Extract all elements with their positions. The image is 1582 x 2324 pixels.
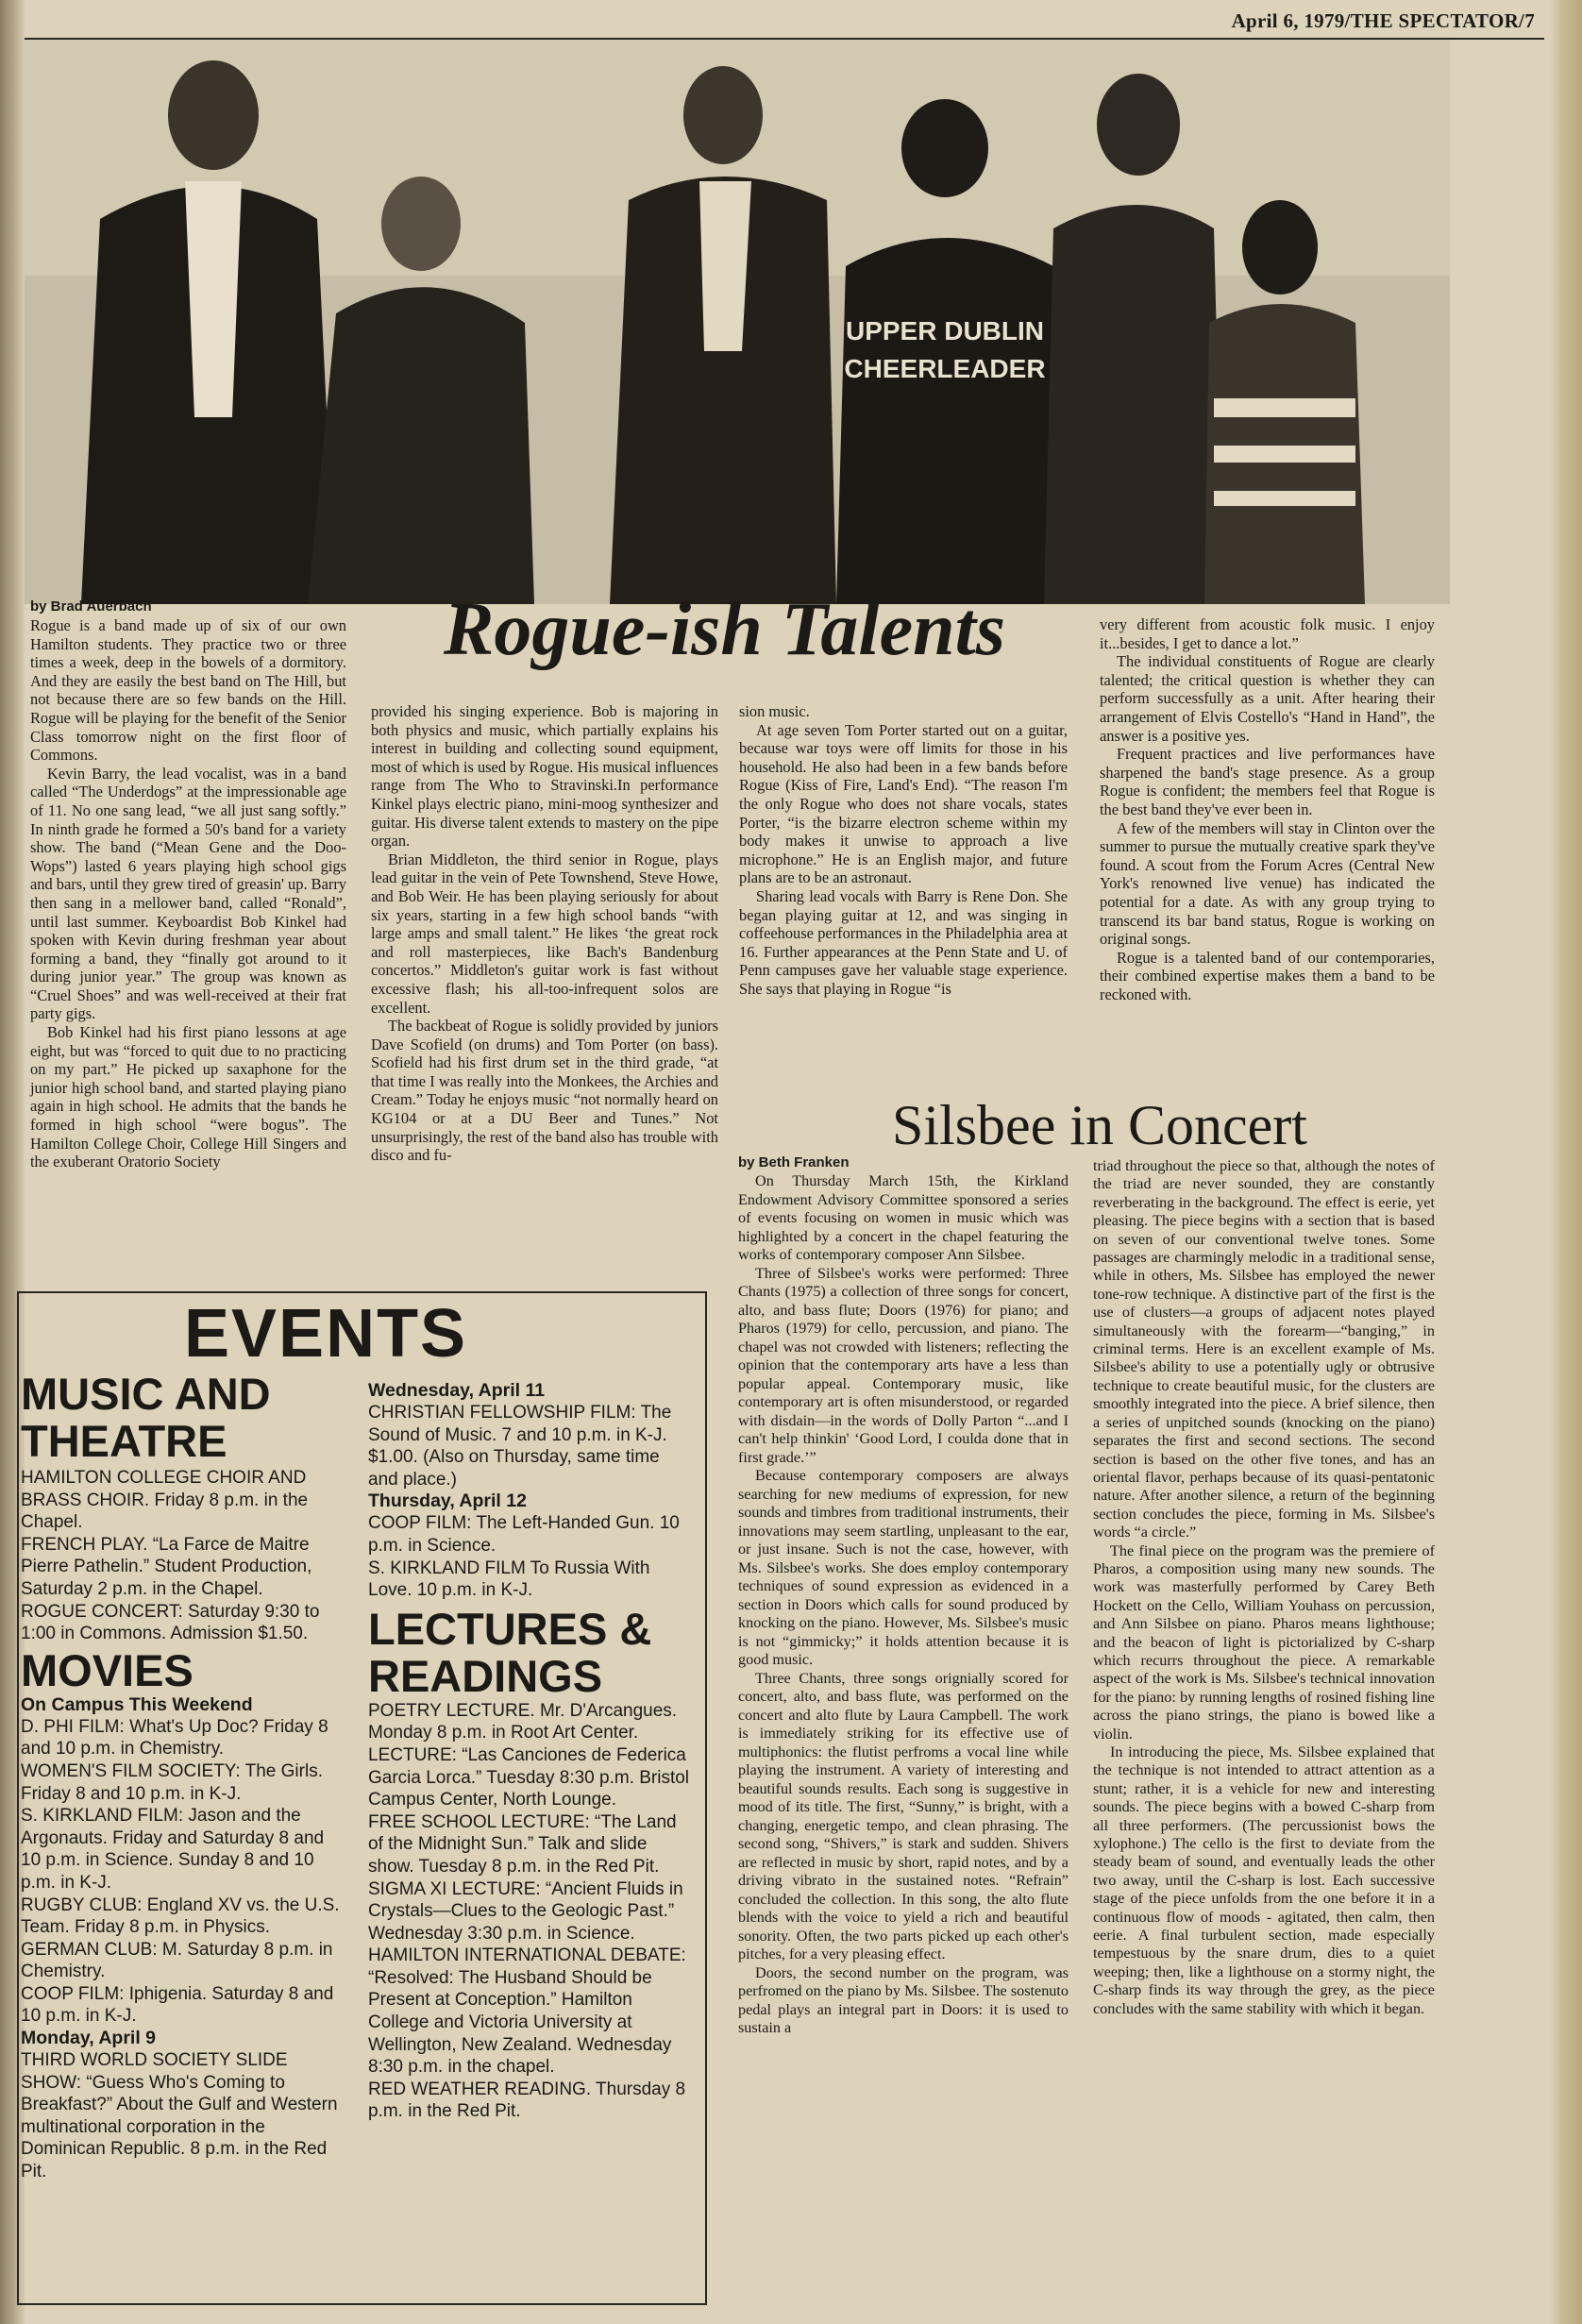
lectures-heading-line2: READINGS bbox=[368, 1650, 603, 1701]
rogue-paragraph: sion music. bbox=[739, 702, 810, 720]
rogue-paragraph: At age seven Tom Porter started out on a guitar, because war toys were off limits for those in his household. He also had been in a few bands before Rogue (Kiss of Fire, Land's End). “The reason I'm the only Rogue who does not share vocals, states Porter, “is the bizarre electron scheme within my body makes it unwise to approach a live microphone.” He is an English major, and future plans are to be an astronaut. bbox=[739, 720, 1068, 887]
running-head: April 6, 1979/THE SPECTATOR/7 bbox=[1231, 9, 1535, 32]
rogue-paragraph: Rogue is a band made up of six of our own Hamilton students. They practice two or three times a week, deep in the bowels of a dormitory. And they are easily the best band on The Hill, but not because there are so few bands on the Hill. Rogue will be playing for the benefit of the Senior Class tomorrow night on the first floor of Commons. bbox=[30, 616, 346, 765]
page-edge bbox=[1550, 0, 1582, 2324]
event-item: WOMEN'S FILM SOCIETY: The Girls. Friday 8 and 10 p.m. in K-J. bbox=[21, 1760, 323, 1804]
event-item: RUGBY CLUB: England XV vs. the U.S. Team. Friday 8 p.m. in Physics. bbox=[21, 1895, 340, 1938]
rogue-paragraph: Rogue is a talented band of our contemporaries, their combined expertise makes them a band to be reckoned with. bbox=[1100, 948, 1435, 1003]
event-item: S. KIRKLAND FILM To Russia With Love. 10 p.m. in K-J. bbox=[368, 1558, 650, 1601]
event-item: ROGUE CONCERT: Saturday 9:30 to 1:00 in Commons. Admission $1.50. bbox=[21, 1601, 320, 1644]
rogue-paragraph: Brian Middleton, the third senior in Rogue, plays lead guitar in the vein of Pete Townshend, Steve Howe, and Bob Weir. He has been playing seriously for about six years, starting in a few high school bands “with large amps and small talent.” He likes ‘the great rock and roll masterpieces, like Bach's Bandenburg concertos.” Middleton's guitar work is fast without excessive flash; his all-too-infrequent solos are excellent. bbox=[371, 850, 718, 1017]
lectures-heading-line1: LECTURES & bbox=[368, 1603, 652, 1654]
silsbee-paragraph: On Thursday March 15th, the Kirkland Endowment Advisory Committee sponsored a series of events focusing on women in music which was highlighted by a concert in the chapel featuring the works of contemporary composer Ann Silsbee. bbox=[738, 1172, 1069, 1263]
rogue-headline: Rogue-ish Talents bbox=[444, 588, 1005, 671]
rogue-column-3 bbox=[739, 702, 1068, 999]
rogue-column-1 bbox=[30, 598, 346, 1171]
rogue-paragraph: A few of the members will stay in Clinton over the summer to pursue the mutually creative spark they've found. A scout from the Forum Acres (Central New York's renowned live venue) has indicated the potential for a date. As with any group trying to transcend its bar band status, Rogue is working on original songs. bbox=[1100, 818, 1435, 949]
silsbee-byline: by Beth Franken bbox=[738, 1154, 850, 1170]
event-item: LECTURE: “Las Canciones de Federica Garcia Lorca.” Tuesday 8:30 p.m. Bristol Campus Center, North Lounge. bbox=[368, 1744, 690, 1810]
jacket-text-upper: UPPER DUBLIN bbox=[845, 316, 1045, 345]
music-theatre-heading-line2: THEATRE bbox=[21, 1416, 227, 1466]
jacket-text-lower: CHEERLEADER bbox=[844, 354, 1046, 383]
silsbee-paragraph: triad throughout the piece so that, although the notes of the triad are never sounded, they are constantly reverberating in the background. The effect is eerie, yet pleasing. The piece begins with a section that is based on seven of our conventional twelve tones. Some passages are charmingly melodic in a traditional sense, while in others, Ms. Silsbee has employed the newer tone-row technique. A distinctive part of the first is the use of clusters—a groups of adjacent notes played simultaneously with the forearm—“banging,” in criminal terms. Here is an excellent example of Ms. Silsbee's ability to use a potentially ugly or obtrusive technique to create beautiful music, for the clusters are smoothly integrated into the piece. A brief silence, then a series of unpitched sounds (knocking on the piano) separates the first and second sections. The second section is based on the other five tones, and has an oriental flavor, perhaps because of its quasi-pentatonic nature. After another silence, a return of the beginning section concludes the piece, forming in Ms. Silsbee's words “a circle.” bbox=[1093, 1157, 1435, 1541]
silsbee-column-2 bbox=[1093, 1157, 1435, 2018]
band-photo bbox=[25, 40, 1450, 604]
silsbee-paragraph: Three of Silsbee's works were performed: Three Chants (1975) a collection of three songs for concert, alto, and bass flute; Doors (1976) for piano; and Pharos (1979) for cello, percussion, and piano. The chapel was not crowded with listeners; reflecting the opinion that the contemporary arts have a less than popular appeal. Contemporary music, like contemporary art is often misunderstood, or regarded with disdain—in the words of Dolly Parton “...and I can't help thinkin' ‘Good Lord, I coulda done that in first grade.’” bbox=[738, 1264, 1069, 1466]
event-item: THIRD WORLD SOCIETY SLIDE SHOW: “Guess Who's Coming to Breakfast?” About the Gulf and Western multinational corporation in the Dominican Republic. 8 p.m. in the Red Pit. bbox=[21, 2050, 338, 2182]
rogue-paragraph: The individual constituents of Rogue are clearly talented; the critical question is whether they can perform successfully as a unit. After hearing their arrangement of Elvis Costello's “Hand in Hand”, the answer is a positive yes. bbox=[1100, 652, 1435, 745]
rogue-column-4 bbox=[1100, 615, 1435, 1003]
rogue-paragraph: Sharing lead vocals with Barry is Rene Don. She began playing guitar at 12, and was singing in coffeehouse performances in the Philadelphia area at 16. Further appearances at the Penn State and U. of Penn campuses gave her valuable stage experience. She says that playing in Rogue “is bbox=[739, 886, 1068, 998]
rogue-paragraph: Frequent practices and live performances have sharpened the band's stage presence. As a group Rogue is confident; the members feel that Rogue is the best band they've ever been in. bbox=[1100, 745, 1435, 818]
event-item: D. PHI FILM: What's Up Doc? Friday 8 and 10 p.m. in Chemistry. bbox=[21, 1716, 328, 1760]
rogue-paragraph: The backbeat of Rogue is solidly provided by juniors Dave Scofield (on drums) and Tom Porter (on bass). Scofield had his first drum set in the third grade, “at that time I was really into the Monkees, the Archies and Cream.” Today he enjoys music “not normally heard on KG104 or at a DU Beer and Tunes.” Not unsurprisingly, the rest of the band also has trouble with disco and fu- bbox=[371, 1017, 718, 1165]
silsbee-headline: Silsbee in Concert bbox=[892, 1094, 1307, 1156]
event-item: COOP FILM: Iphigenia. Saturday 8 and 10 p.m. in K-J. bbox=[21, 1983, 334, 2027]
silsbee-paragraph: The final piece on the program was the premiere of Pharos, a composition using many new sounds. The work was masterfully performed by Carey Beth Hockett on the Cello, William Youhass on percussion, and Ann Silsbee on piano. Pharos means lighthouse; and the beacon of light is pictorialized by C-sharp which recurrs throughout the piece. A remarkable aspect of the work is Ms. Silsbee's technical innovation for the piano: by running lengths of rosined fishing line across the piano strings, the piano is bowed like a violin. bbox=[1093, 1541, 1435, 1743]
rogue-column-2 bbox=[371, 702, 718, 1165]
wednesday-heading: Wednesday, April 11 bbox=[368, 1380, 546, 1401]
silsbee-column-1 bbox=[738, 1154, 1069, 2038]
movies-heading: MOVIES bbox=[21, 1644, 194, 1695]
rogue-byline: by Brad Auerbach bbox=[30, 598, 152, 615]
event-item: RED WEATHER READING. Thursday 8 p.m. in the Red Pit. bbox=[368, 2079, 686, 2122]
silsbee-paragraph: Because contemporary composers are always searching for new mediums of expression, for new sounds and timbres from traditional instruments, their innovations may seem startling, unpleasant to the ear, or just insane. Such is not the case, however, with Ms. Silsbee's works. She does employ contemporary techniques of sound expression as evidenced in a section in Doors which calls for sound produced by knocking on the piano. However, Ms. Silsbee's music is not “gimmicky;” it holds attention because it is good music. bbox=[738, 1467, 1069, 1668]
rogue-paragraph: Bob Kinkel had his first piano lessons at age eight, but was “forced to quit due to no practicing on my part.” He picked up saxaphone for the junior high school band, and started playing piano again in high school. He admits that the bands he formed in high school “were bogus”. The Hamilton College Choir, College Hill Singers and the exuberant Oratorio Society bbox=[30, 1023, 346, 1171]
silsbee-paragraph: Three Chants, three songs orignially scored for concert, alto, and bass flute, was performed on the concert and alto flute by Laura Campbell. The work is immediately striking for its effective use of multiphonics: the flutist perfroms a vocal line while playing the instrument. A variety of interesting and beautiful sounds results. Each song is suggestive in mood of its title. The first, “Sunny,” is bright, with a changing, energetic tempo, and clean phrasing. The second song, “Shivers,” is stark and sudden. Shivers are reflected in music by short, rapid notes, and by a driving vibrato in the sustained notes. “Refrain” concluded the collection. In this song, the alto flute blends with the voice to yield a rich and beautiful sonority. Often, the two parts picked up each other's pitches, for a very pleasing effect. bbox=[738, 1669, 1069, 1962]
event-item: HAMILTON COLLEGE CHOIR AND BRASS CHOIR. Friday 8 p.m. in the Chapel. bbox=[21, 1468, 309, 1533]
event-item: POETRY LECTURE. Mr. D'Arcangues. Monday 8 p.m. in Root Art Center. bbox=[368, 1700, 678, 1743]
event-item: COOP FILM: The Left-Handed Gun. 10 p.m. in Science. bbox=[368, 1513, 680, 1556]
rogue-paragraph: Kevin Barry, the lead vocalist, was in a band called “The Underdogs” at the impressionable age of 11. No one sang lead, “we all just sang softly.” In ninth grade he formed a 50's band for a variety show. The band (“Mean Gene and the Doo-Wops”) lasted 6 years playing high school gigs and bars, until they grew tired of greasin' up. Barry then sang in a mellower band, called “Ronald”, until last summer. Keyboardist Bob Kinkel had spoken with Kevin during freshman year about forming a band, they “finally got around to it during junior year.” The group was known as “Cruel Shoes” and was well-received at their frat party gigs. bbox=[30, 764, 346, 1023]
event-item: CHRISTIAN FELLOWSHIP FILM: The Sound of Music. 7 and 10 p.m. in K-J. $1.00. (Also on Thursday, same time and place.) bbox=[368, 1403, 672, 1490]
monday-heading: Monday, April 9 bbox=[21, 2028, 157, 2049]
silsbee-paragraph: In introducing the piece, Ms. Silsbee explained that the technique is not intended to attract attention as a stunt; rather, it is a vehicle for new and interesting sounds. The piece begins with a bowed C-sharp from all three performers. (The percussionist bows the xylophone.) The cello is the first to deviate from the steady beam of sound, and eventually leads the other two away, until the C-sharp is lost. Each successive stage of the piece unfolds from the one before it in a continuous flow of moods - agitated, then calm, then eerie. A final turbulent section, made especially tempestuous by the snare drum, dies to a quiet weeping; then, like a lighthouse on a stormy night, the C-sharp finds its way through the grey, as the piece concludes with the same stability with which it began. bbox=[1093, 1743, 1435, 2017]
events-title: EVENTS bbox=[184, 1296, 468, 1372]
music-theatre-heading-line1: MUSIC AND bbox=[21, 1369, 271, 1419]
event-item: SIGMA XI LECTURE: “Ancient Fluids in Crystals—Clues to the Geologic Past.” Wednesday 3:30 p.m. in Science. bbox=[368, 1878, 683, 1944]
event-item: FREE SCHOOL LECTURE: “The Land of the Midnight Sun.” Talk and slide show. Tuesday 8 p.m. in the Red Pit. bbox=[368, 1811, 677, 1877]
band-photo-illustration bbox=[25, 40, 1450, 604]
thursday-heading: Thursday, April 12 bbox=[368, 1490, 527, 1512]
event-item: GERMAN CLUB: M. Saturday 8 p.m. in Chemistry. bbox=[21, 1939, 333, 1982]
rogue-paragraph: provided his singing experience. Bob is majoring in both physics and music, which partially explains his interest in building and collecting sound equipment, most of which is used by Rogue. His musical influences range from The Who to Stravinski.In performance Kinkel plays electric piano, mini-moog synthesizer and guitar. His diverse talent extends to mastery on the pipe organ. bbox=[371, 702, 718, 850]
on-campus-heading: On Campus This Weekend bbox=[21, 1693, 253, 1715]
silsbee-paragraph: Doors, the second number on the program, was perfromed on the piano by Ms. Silsbee. The sostenuto pedal plays an integral part in Doors: it is used to sustain a bbox=[738, 1963, 1069, 2036]
event-item: S. KIRKLAND FILM: Jason and the Argonauts. Friday and Saturday 8 and 10 p.m. in Science. Sunday 8 and 10 p.m. in K-J. bbox=[21, 1806, 325, 1893]
events-column-1 bbox=[21, 1371, 344, 2183]
event-item: HAMILTON INTERNATIONAL DEBATE: “Resolved: The Husband Should be Present at Conception.” Hamilton College and Victoria University at Wellington, New Zealand. Wednesday 8:30 p.m. in the chapel. bbox=[368, 1945, 686, 2078]
event-item: FRENCH PLAY. “La Farce de Maitre Pierre Pathelin.” Student Production, Saturday 2 p.m. in the Chapel. bbox=[21, 1534, 312, 1599]
rogue-paragraph: very different from acoustic folk music. I enjoy it...besides, I get to dance a lot.” bbox=[1100, 615, 1435, 652]
events-column-2 bbox=[368, 1380, 694, 2123]
